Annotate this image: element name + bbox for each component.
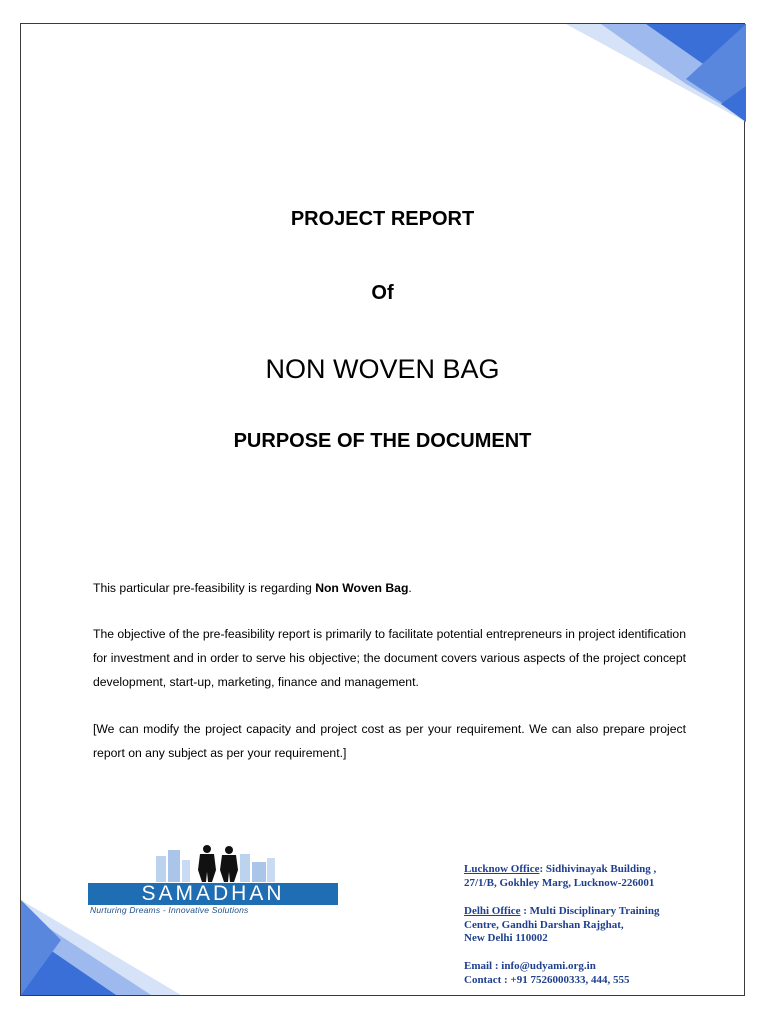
delhi-label: Delhi Office xyxy=(464,905,521,917)
intro-prefix: This particular pre-feasibility is regarding xyxy=(93,581,316,595)
lucknow-office xyxy=(464,863,734,890)
lucknow-line1: : Sidhivinayak Building , xyxy=(539,863,657,875)
skyline-figures-icon xyxy=(156,842,276,882)
note-paragraph: [We can modify the project capacity and project cost as per your requirement. We can also prepare project report on any subject as per your requirement.] xyxy=(93,722,686,760)
contact-details xyxy=(464,960,734,987)
samadhan-logo xyxy=(88,842,340,914)
of-label: Of xyxy=(371,282,394,304)
intro-suffix: . xyxy=(408,581,412,595)
logo-wordmark: SAMADHAN xyxy=(88,883,338,905)
phone-text: Contact : +91 7526000333, 444, 555 xyxy=(464,973,630,986)
logo-tagline: Nurturing Dreams - Innovative Solutions xyxy=(90,905,249,915)
objective-paragraph: The objective of the pre-feasibility report is primarily to facilitate potential entrepreneurs in project identification for investment and in order to serve his objective; the document covers various aspects of the project concept development, start-up, marketing, finance and management. xyxy=(93,627,686,689)
delhi-office xyxy=(464,905,734,946)
email-text: Email : info@udyami.org.in xyxy=(464,960,596,972)
delhi-line1: : Multi Disciplinary Training xyxy=(520,905,660,917)
delhi-line2: Centre, Gandhi Darshan Rajghat, xyxy=(464,918,624,931)
lucknow-line2: 27/1/B, Gokhley Marg, Lucknow-226001 xyxy=(464,876,655,889)
delhi-line3: New Delhi 110002 xyxy=(464,932,548,944)
report-title: PROJECT REPORT xyxy=(290,208,475,230)
lucknow-label: Lucknow Office xyxy=(464,863,540,875)
corner-decoration-top-right xyxy=(566,24,746,134)
intro-paragraph xyxy=(93,576,686,600)
product-title: NON WOVEN BAG xyxy=(265,354,500,384)
intro-product: Non Woven Bag xyxy=(315,581,409,595)
purpose-heading: PURPOSE OF THE DOCUMENT xyxy=(233,430,532,452)
